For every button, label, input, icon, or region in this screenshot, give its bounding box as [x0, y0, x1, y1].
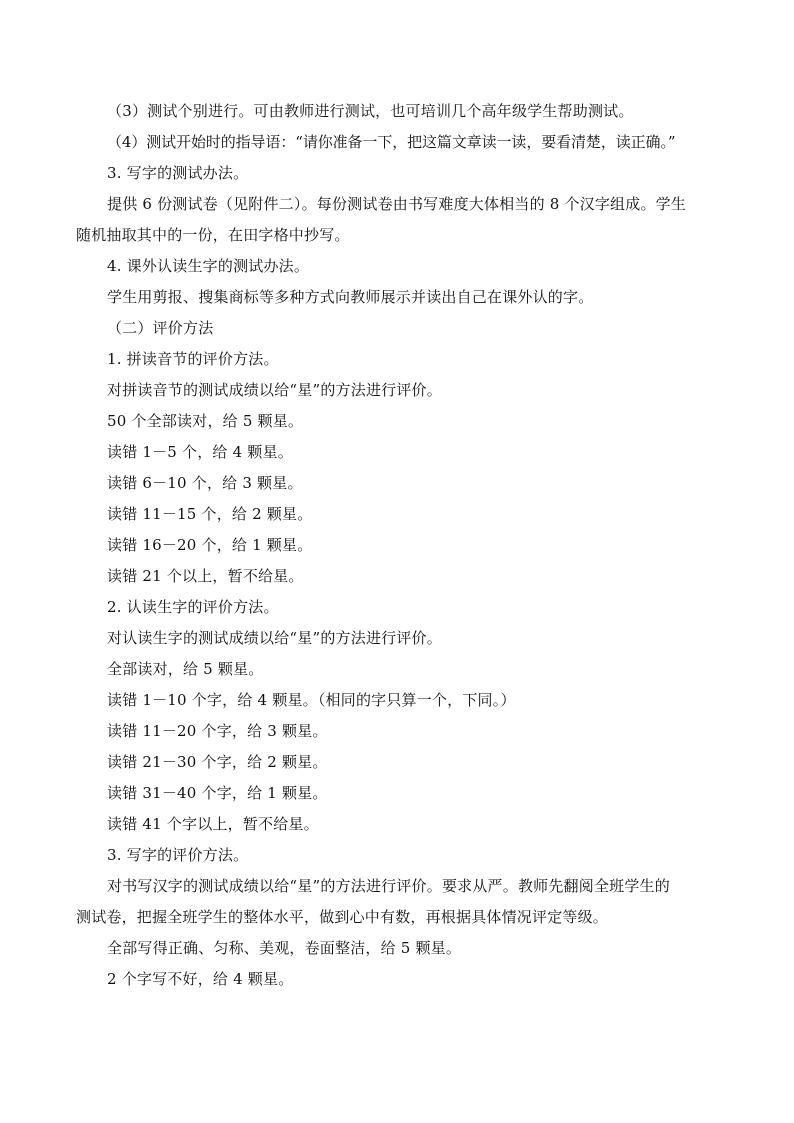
heading-writing-evaluation: 3. 写字的评价方法。 — [107, 846, 249, 864]
writing-rule-4-stars: 2 个字写不好，给 4 颗星。 — [107, 970, 294, 988]
syllable-rule-no-star: 读错 21 个以上，暂不给星。 — [107, 567, 304, 585]
character-rule-1-star: 读错 31－40 个字，给 1 颗星。 — [107, 784, 328, 802]
paragraph-writing-evaluation-line-1: 对书写汉字的测试成绩以给“星”的方法进行评价。要求从严。教师先翻阅全班学生的 — [107, 877, 670, 895]
paragraph-test-individual: （3）测试个别进行。可由教师进行测试，也可培训几个高年级学生帮助测试。 — [107, 102, 634, 120]
character-rule-5-stars: 全部读对，给 5 颗星。 — [107, 660, 264, 678]
paragraph-syllable-evaluation: 对拼读音节的测试成绩以给“星”的方法进行评价。 — [107, 381, 442, 399]
syllable-rule-3-stars: 读错 6－10 个，给 3 颗星。 — [107, 474, 303, 492]
character-rule-2-stars: 读错 21－30 个字，给 2 颗星。 — [107, 753, 328, 771]
heading-character-reading-evaluation: 2. 认读生字的评价方法。 — [107, 598, 279, 616]
character-rule-3-stars: 读错 11－20 个字，给 3 颗星。 — [107, 722, 328, 740]
paragraph-test-instruction: （4）测试开始时的指导语：“请你准备一下，把这篇文章读一读，要看清楚，读正确。” — [107, 133, 676, 151]
paragraph-writing-test-line-1: 提供 6 份测试卷（见附件二）。每份测试卷由书写难度大体相当的 8 个汉字组成。学生 — [107, 195, 687, 213]
paragraph-writing-test-line-2: 随机抽取其中的一份，在田字格中抄写。 — [76, 226, 350, 244]
heading-syllable-evaluation: 1. 拼读音节的评价方法。 — [107, 350, 279, 368]
document-body — [76, 96, 726, 995]
syllable-rule-2-stars: 读错 11－15 个，给 2 颗星。 — [107, 505, 313, 523]
syllable-rule-1-star: 读错 16－20 个，给 1 颗星。 — [107, 536, 313, 554]
section-heading-evaluation-method: （二）评价方法 — [107, 319, 214, 337]
heading-extracurricular-test-method: 4. 课外认读生字的测试办法。 — [107, 257, 310, 275]
heading-writing-test-method: 3. 写字的测试办法。 — [107, 164, 249, 182]
paragraph-extracurricular-test: 学生用剪报、搜集商标等多种方式向教师展示并读出自己在课外认的字。 — [107, 288, 594, 306]
paragraph-writing-evaluation-line-2: 测试卷，把握全班学生的整体水平，做到心中有数，再根据具体情况评定等级。 — [76, 908, 609, 926]
syllable-rule-5-stars: 50 个全部读对，给 5 颗星。 — [107, 412, 304, 430]
character-rule-no-star: 读错 41 个字以上，暂不给星。 — [107, 815, 319, 833]
character-rule-4-stars: 读错 1－10 个字，给 4 颗星。（相同的字只算一个，下同。） — [107, 691, 516, 709]
writing-rule-5-stars: 全部写得正确、匀称、美观，卷面整洁，给 5 颗星。 — [107, 939, 462, 957]
syllable-rule-4-stars: 读错 1－5 个，给 4 颗星。 — [107, 443, 293, 461]
paragraph-character-reading-evaluation: 对认读生字的测试成绩以给“星”的方法进行评价。 — [107, 629, 442, 647]
